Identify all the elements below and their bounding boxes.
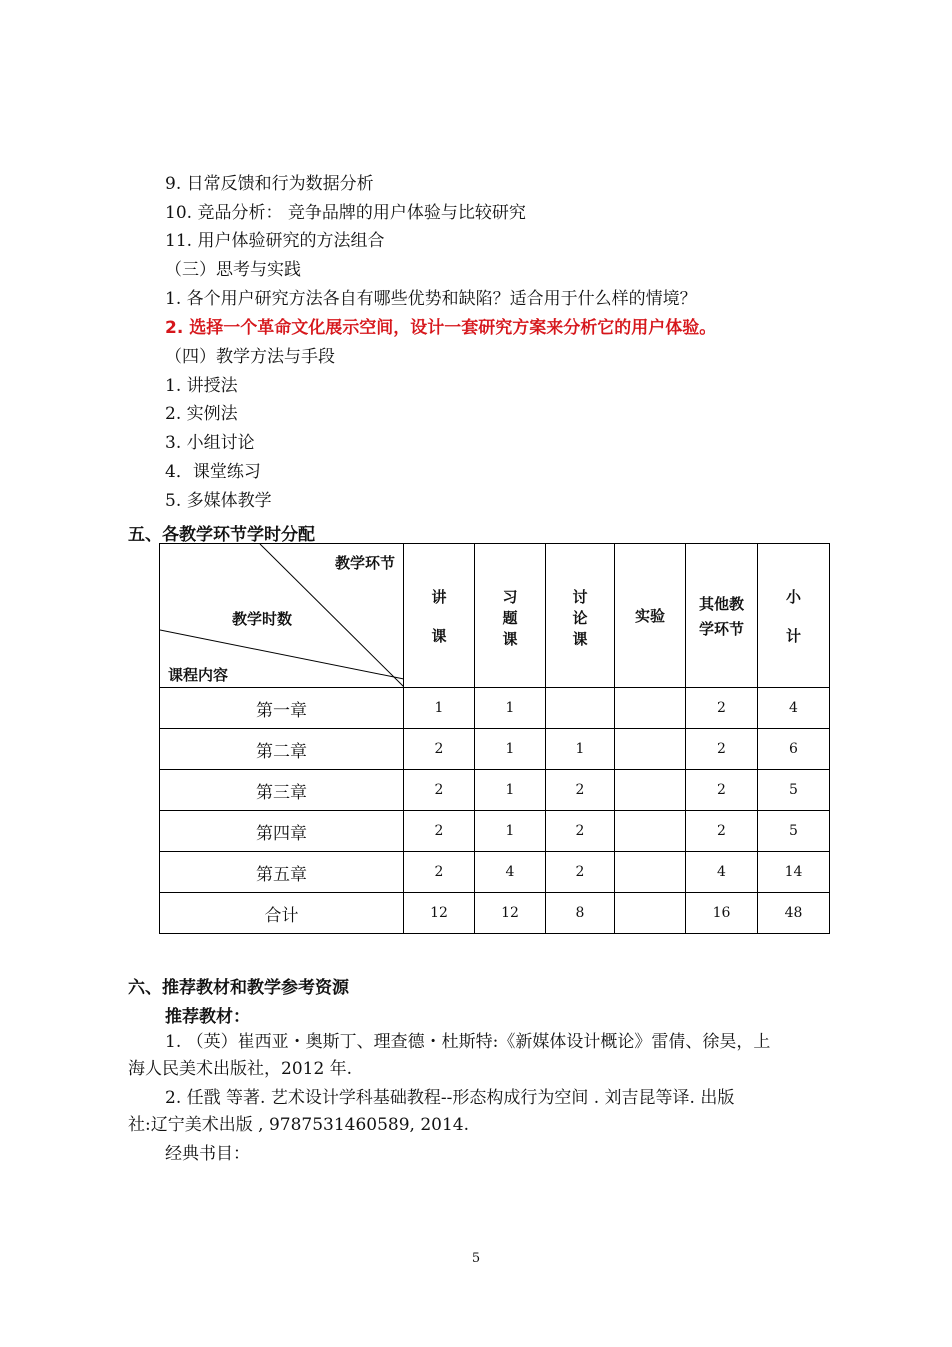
cell: 4 xyxy=(758,688,830,729)
reference-2-line-2: 社:辽宁美术出版 , 9787531460589, 2014. xyxy=(128,1115,470,1135)
col-header-exercise: 习 题 课 xyxy=(475,544,546,688)
cell xyxy=(546,688,615,729)
col-header-subtotal: 小 计 xyxy=(758,544,830,688)
diagonal-header-cell xyxy=(160,544,404,688)
table-row xyxy=(160,688,830,729)
cell: 2 xyxy=(546,770,615,811)
col-header-lecture: 讲 课 xyxy=(404,544,475,688)
diag-bottom-label: 课程内容 xyxy=(168,666,229,684)
cell: 1 xyxy=(475,729,546,770)
cell xyxy=(615,811,686,852)
list-item: 5. 多媒体教学 xyxy=(165,491,272,511)
cell xyxy=(615,770,686,811)
section-heading-5: 五、各教学环节学时分配 xyxy=(128,525,315,545)
table-row xyxy=(160,770,830,811)
section4-title: （四）教学方法与手段 xyxy=(165,347,335,367)
cell: 1 xyxy=(475,811,546,852)
cell: 2 xyxy=(404,811,475,852)
reference-1-line-2: 海人民美术出版社，2012 年. xyxy=(128,1059,353,1079)
diag-top-label: 教学环节 xyxy=(334,554,395,572)
cell xyxy=(615,688,686,729)
row-label: 第二章 xyxy=(160,729,404,770)
list-item: 2. 实例法 xyxy=(165,404,238,424)
cell: 2 xyxy=(546,811,615,852)
cell: 2 xyxy=(686,770,758,811)
cell: 5 xyxy=(758,770,830,811)
list-item: 1. 讲授法 xyxy=(165,376,238,396)
cell xyxy=(615,852,686,893)
table-row-total xyxy=(160,893,830,934)
classics-label: 经典书目： xyxy=(165,1144,250,1164)
section3-title: （三）思考与实践 xyxy=(165,260,301,280)
textbook-label: 推荐教材： xyxy=(165,1007,250,1027)
page-number: 5 xyxy=(471,1251,481,1266)
cell: 14 xyxy=(758,852,830,893)
cell: 48 xyxy=(758,893,830,934)
cell: 2 xyxy=(686,729,758,770)
row-label: 第三章 xyxy=(160,770,404,811)
cell: 2 xyxy=(404,852,475,893)
cell: 4 xyxy=(475,852,546,893)
cell: 6 xyxy=(758,729,830,770)
cell: 16 xyxy=(686,893,758,934)
hours-table xyxy=(159,543,830,934)
reference-2-line-1: 2. 任戬 等著. 艺术设计学科基础教程--形态构成行为空间 . 刘吉昆等译. 出版 xyxy=(165,1088,735,1108)
cell: 2 xyxy=(546,852,615,893)
section-heading-6: 六、推荐教材和教学参考资源 xyxy=(128,978,349,998)
table-row xyxy=(160,729,830,770)
list-item: 3. 小组讨论 xyxy=(165,433,255,453)
highlight-item: 2. 选择一个革命文化展示空间，设计一套研究方案来分析它的用户体验。 xyxy=(165,318,717,338)
cell: 1 xyxy=(546,729,615,770)
cell: 5 xyxy=(758,811,830,852)
list-item: 1. 各个用户研究方法各自有哪些优势和缺陷？适合用于什么样的情境？ xyxy=(165,289,697,309)
cell: 12 xyxy=(404,893,475,934)
col-header-discussion: 讨 论 课 xyxy=(546,544,615,688)
cell: 2 xyxy=(686,811,758,852)
row-label: 第一章 xyxy=(160,688,404,729)
table-row xyxy=(160,811,830,852)
cell: 2 xyxy=(404,770,475,811)
table-row xyxy=(160,852,830,893)
table-header-row xyxy=(160,544,830,688)
row-label: 第四章 xyxy=(160,811,404,852)
col-header-other: 其他教 学环节 xyxy=(686,544,758,688)
list-item: 10. 竞品分析： 竞争品牌的用户体验与比较研究 xyxy=(165,203,526,223)
col-header-experiment: 实验 xyxy=(615,544,686,688)
list-item: 9. 日常反馈和行为数据分析 xyxy=(165,174,374,194)
list-item: 4．课堂练习 xyxy=(165,462,261,482)
cell: 1 xyxy=(475,688,546,729)
row-label: 合计 xyxy=(160,893,404,934)
cell: 8 xyxy=(546,893,615,934)
cell: 1 xyxy=(475,770,546,811)
row-label: 第五章 xyxy=(160,852,404,893)
diag-mid-label: 教学时数 xyxy=(232,610,293,628)
cell: 2 xyxy=(404,729,475,770)
cell: 4 xyxy=(686,852,758,893)
cell xyxy=(615,729,686,770)
reference-1-line-1: 1. （英）崔西亚・奥斯丁、理查德・杜斯特:《新媒体设计概论》雷倩、徐昊，上 xyxy=(165,1032,771,1052)
list-item: 11. 用户体验研究的方法组合 xyxy=(165,231,385,251)
cell xyxy=(615,893,686,934)
cell: 1 xyxy=(404,688,475,729)
cell: 12 xyxy=(475,893,546,934)
cell: 2 xyxy=(686,688,758,729)
